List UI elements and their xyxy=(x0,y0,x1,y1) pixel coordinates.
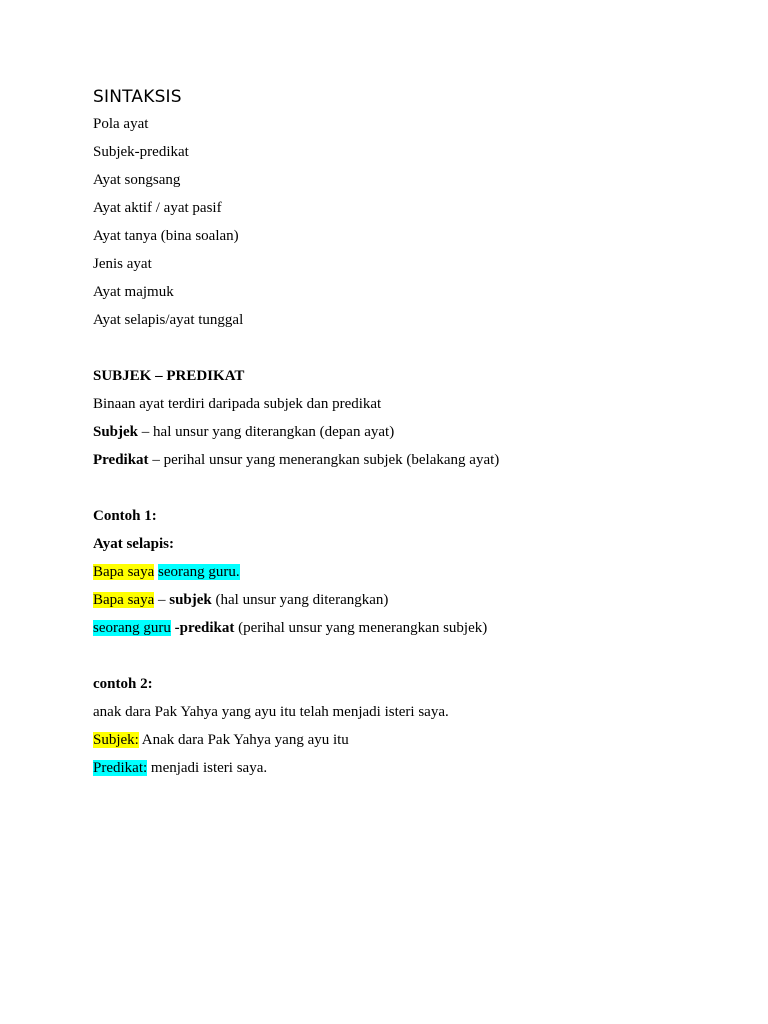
highlight-subject: Bapa saya xyxy=(93,564,155,580)
topic-item: Ayat songsang xyxy=(93,172,181,188)
predikat-definition xyxy=(93,451,713,469)
example-2-heading: contoh 2: xyxy=(93,676,153,692)
highlight-subject: Bapa saya xyxy=(93,592,155,608)
example-1-subheading: Ayat selapis: xyxy=(93,536,174,552)
predikat-def-text: – perihal unsur yang menerangkan subjek (belakang ayat) xyxy=(148,452,500,468)
subjek-term: subjek xyxy=(169,592,212,608)
topic-item: Jenis ayat xyxy=(93,256,152,272)
highlight-subject-label: Subjek: xyxy=(93,732,139,748)
spacer xyxy=(93,479,713,507)
example-1-predicate-line xyxy=(93,619,713,637)
topic-item: Ayat aktif / ayat pasif xyxy=(93,200,222,216)
section-heading: SUBJEK – PREDIKAT xyxy=(93,368,245,384)
example-2-subjek-line xyxy=(93,731,713,749)
highlight-predicate: seorang guru. xyxy=(157,564,240,580)
topic-item: Subjek-predikat xyxy=(93,144,189,160)
document-page xyxy=(93,86,713,787)
document-title: SINTAKSIS xyxy=(93,87,182,107)
topic-list xyxy=(93,115,713,329)
section-intro: Binaan ayat terdiri daripada subjek dan predikat xyxy=(93,396,382,412)
topic-item: Ayat majmuk xyxy=(93,284,174,300)
topic-item: Ayat tanya (bina soalan) xyxy=(93,228,239,244)
spacer xyxy=(93,339,713,367)
example-1-subject-line xyxy=(93,591,713,609)
predikat-term: -predikat xyxy=(170,620,235,636)
highlight-predicate: seorang guru xyxy=(93,620,171,636)
dash-text: – xyxy=(154,592,170,608)
example-2-predikat-line xyxy=(93,759,713,777)
section-subjek-predikat xyxy=(93,367,713,469)
predikat-value: menjadi isteri saya. xyxy=(147,760,268,776)
subjek-term: Subjek xyxy=(93,424,139,440)
subjek-value: Anak dara Pak Yahya yang ayu itu xyxy=(138,732,349,748)
example-1-sentence xyxy=(93,563,713,581)
topic-item: Ayat selapis/ayat tunggal xyxy=(93,312,244,328)
subjek-note: (hal unsur yang diterangkan) xyxy=(211,592,389,608)
example-2 xyxy=(93,675,713,777)
example-1 xyxy=(93,507,713,637)
spacer xyxy=(93,647,713,675)
predikat-term: Predikat xyxy=(93,452,149,468)
predikat-note: (perihal unsur yang menerangkan subjek) xyxy=(234,620,488,636)
example-2-sentence: anak dara Pak Yahya yang ayu itu telah menjadi isteri saya. xyxy=(93,704,449,720)
highlight-predicate-label: Predikat: xyxy=(93,760,148,776)
topic-item: Pola ayat xyxy=(93,116,149,132)
subjek-def-text: – hal unsur yang diterangkan (depan ayat) xyxy=(138,424,395,440)
subjek-definition xyxy=(93,423,713,441)
example-1-heading: Contoh 1: xyxy=(93,508,157,524)
